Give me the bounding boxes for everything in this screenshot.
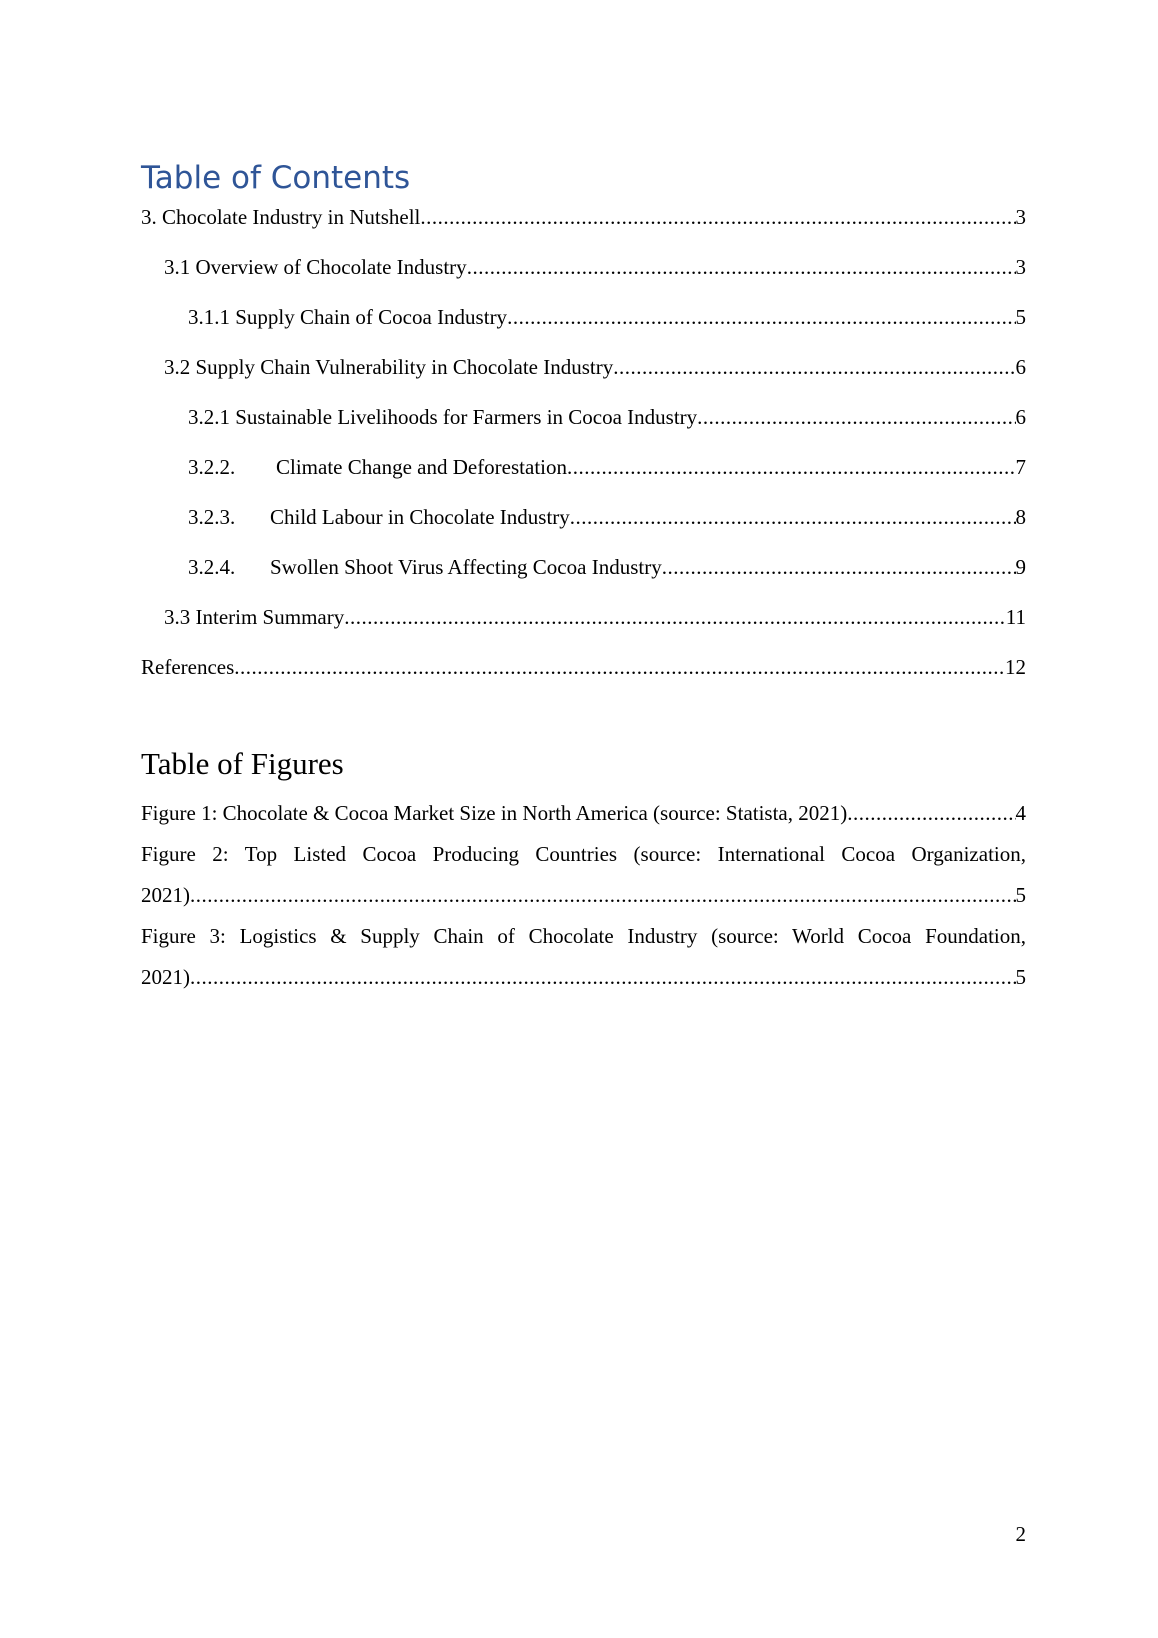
dot-leader <box>697 405 1015 430</box>
toc-entry[interactable] <box>141 655 1026 680</box>
toc-entry-text: 3.3 Interim Summary <box>164 605 345 629</box>
dot-leader <box>847 801 1015 826</box>
figure-entry-line1[interactable] <box>141 842 1026 867</box>
toc-entry-text: References <box>141 655 235 679</box>
dot-leader <box>234 655 1005 680</box>
figure-entry[interactable] <box>141 965 1026 990</box>
toc-entry-text: 3.1.1 Supply Chain of Cocoa Industry <box>188 305 508 329</box>
figure-entry[interactable] <box>141 801 1026 826</box>
toc-entry-page: 12 <box>1005 655 1026 679</box>
figure-entry-page: 5 <box>1015 965 1026 989</box>
dot-leader <box>467 255 1016 280</box>
dot-leader <box>190 965 1016 990</box>
dot-leader <box>420 205 1015 230</box>
toc-entry-page: 8 <box>1015 505 1026 529</box>
toc-entry[interactable] <box>164 605 1026 630</box>
toc-entry[interactable] <box>188 505 1026 530</box>
dot-leader <box>190 883 1016 908</box>
toc-entry-text: 3. Chocolate Industry in Nutshell <box>141 205 421 229</box>
toc-entry-number: 3.2.4. <box>188 555 236 579</box>
page-number: 2 <box>1015 1522 1026 1546</box>
figure-entry-text-cont: 2021) <box>141 883 190 907</box>
dot-leader <box>613 355 1015 380</box>
dot-leader <box>662 555 1016 580</box>
toc-entry-page: 7 <box>1015 455 1026 479</box>
toc-entry-text: Swollen Shoot Virus Affecting Cocoa Industry <box>270 555 662 579</box>
dot-leader <box>344 605 1006 630</box>
toc-entry-text: Climate Change and Deforestation <box>276 455 567 479</box>
dot-leader <box>567 455 1016 480</box>
toc-entry-text: Child Labour in Chocolate Industry <box>270 505 570 529</box>
toc-entry-page: 6 <box>1015 355 1026 379</box>
figures-heading: Table of Figures <box>141 746 344 781</box>
toc-entry-page: 11 <box>1005 605 1026 629</box>
figure-entry[interactable] <box>141 883 1026 908</box>
figure-entry-text-cont: 2021) <box>141 965 190 989</box>
toc-entry-page: 9 <box>1015 555 1026 579</box>
toc-entry[interactable] <box>188 405 1026 430</box>
toc-heading: Table of Contents <box>141 160 411 196</box>
figure-entry-line1[interactable] <box>141 924 1026 949</box>
toc-entry-text: 3.2.1 Sustainable Livelihoods for Farmers in Cocoa Industry <box>188 405 698 429</box>
figure-entry-text: Figure 3: Logistics & Supply Chain of Chocolate Industry (source: World Cocoa Foundation, <box>141 924 1026 948</box>
toc-entry-number: 3.2.3. <box>188 505 236 529</box>
dot-leader <box>570 505 1016 530</box>
toc-entry-page: 3 <box>1015 255 1026 279</box>
toc-entry-page: 5 <box>1015 305 1026 329</box>
toc-entry-text: 3.1 Overview of Chocolate Industry <box>164 255 467 279</box>
toc-entry[interactable] <box>188 555 1026 580</box>
toc-entry[interactable] <box>188 455 1026 480</box>
toc-entry[interactable] <box>141 205 1026 230</box>
toc-entry-page: 6 <box>1015 405 1026 429</box>
dot-leader <box>507 305 1015 330</box>
figure-entry-text: Figure 1: Chocolate & Cocoa Market Size in North America (source: Statista, 2021) <box>141 801 848 825</box>
toc-entry-number: 3.2.2. <box>188 455 236 479</box>
toc-entry-text: 3.2 Supply Chain Vulnerability in Chocolate Industry <box>164 355 614 379</box>
toc-entry-page: 3 <box>1015 205 1026 229</box>
toc-entry[interactable] <box>164 355 1026 380</box>
figure-entry-page: 4 <box>1015 801 1026 825</box>
toc-entry[interactable] <box>164 255 1026 280</box>
figure-entry-page: 5 <box>1015 883 1026 907</box>
toc-entry[interactable] <box>188 305 1026 330</box>
figure-entry-text: Figure 2: Top Listed Cocoa Producing Countries (source: International Cocoa Organization, <box>141 842 1026 866</box>
